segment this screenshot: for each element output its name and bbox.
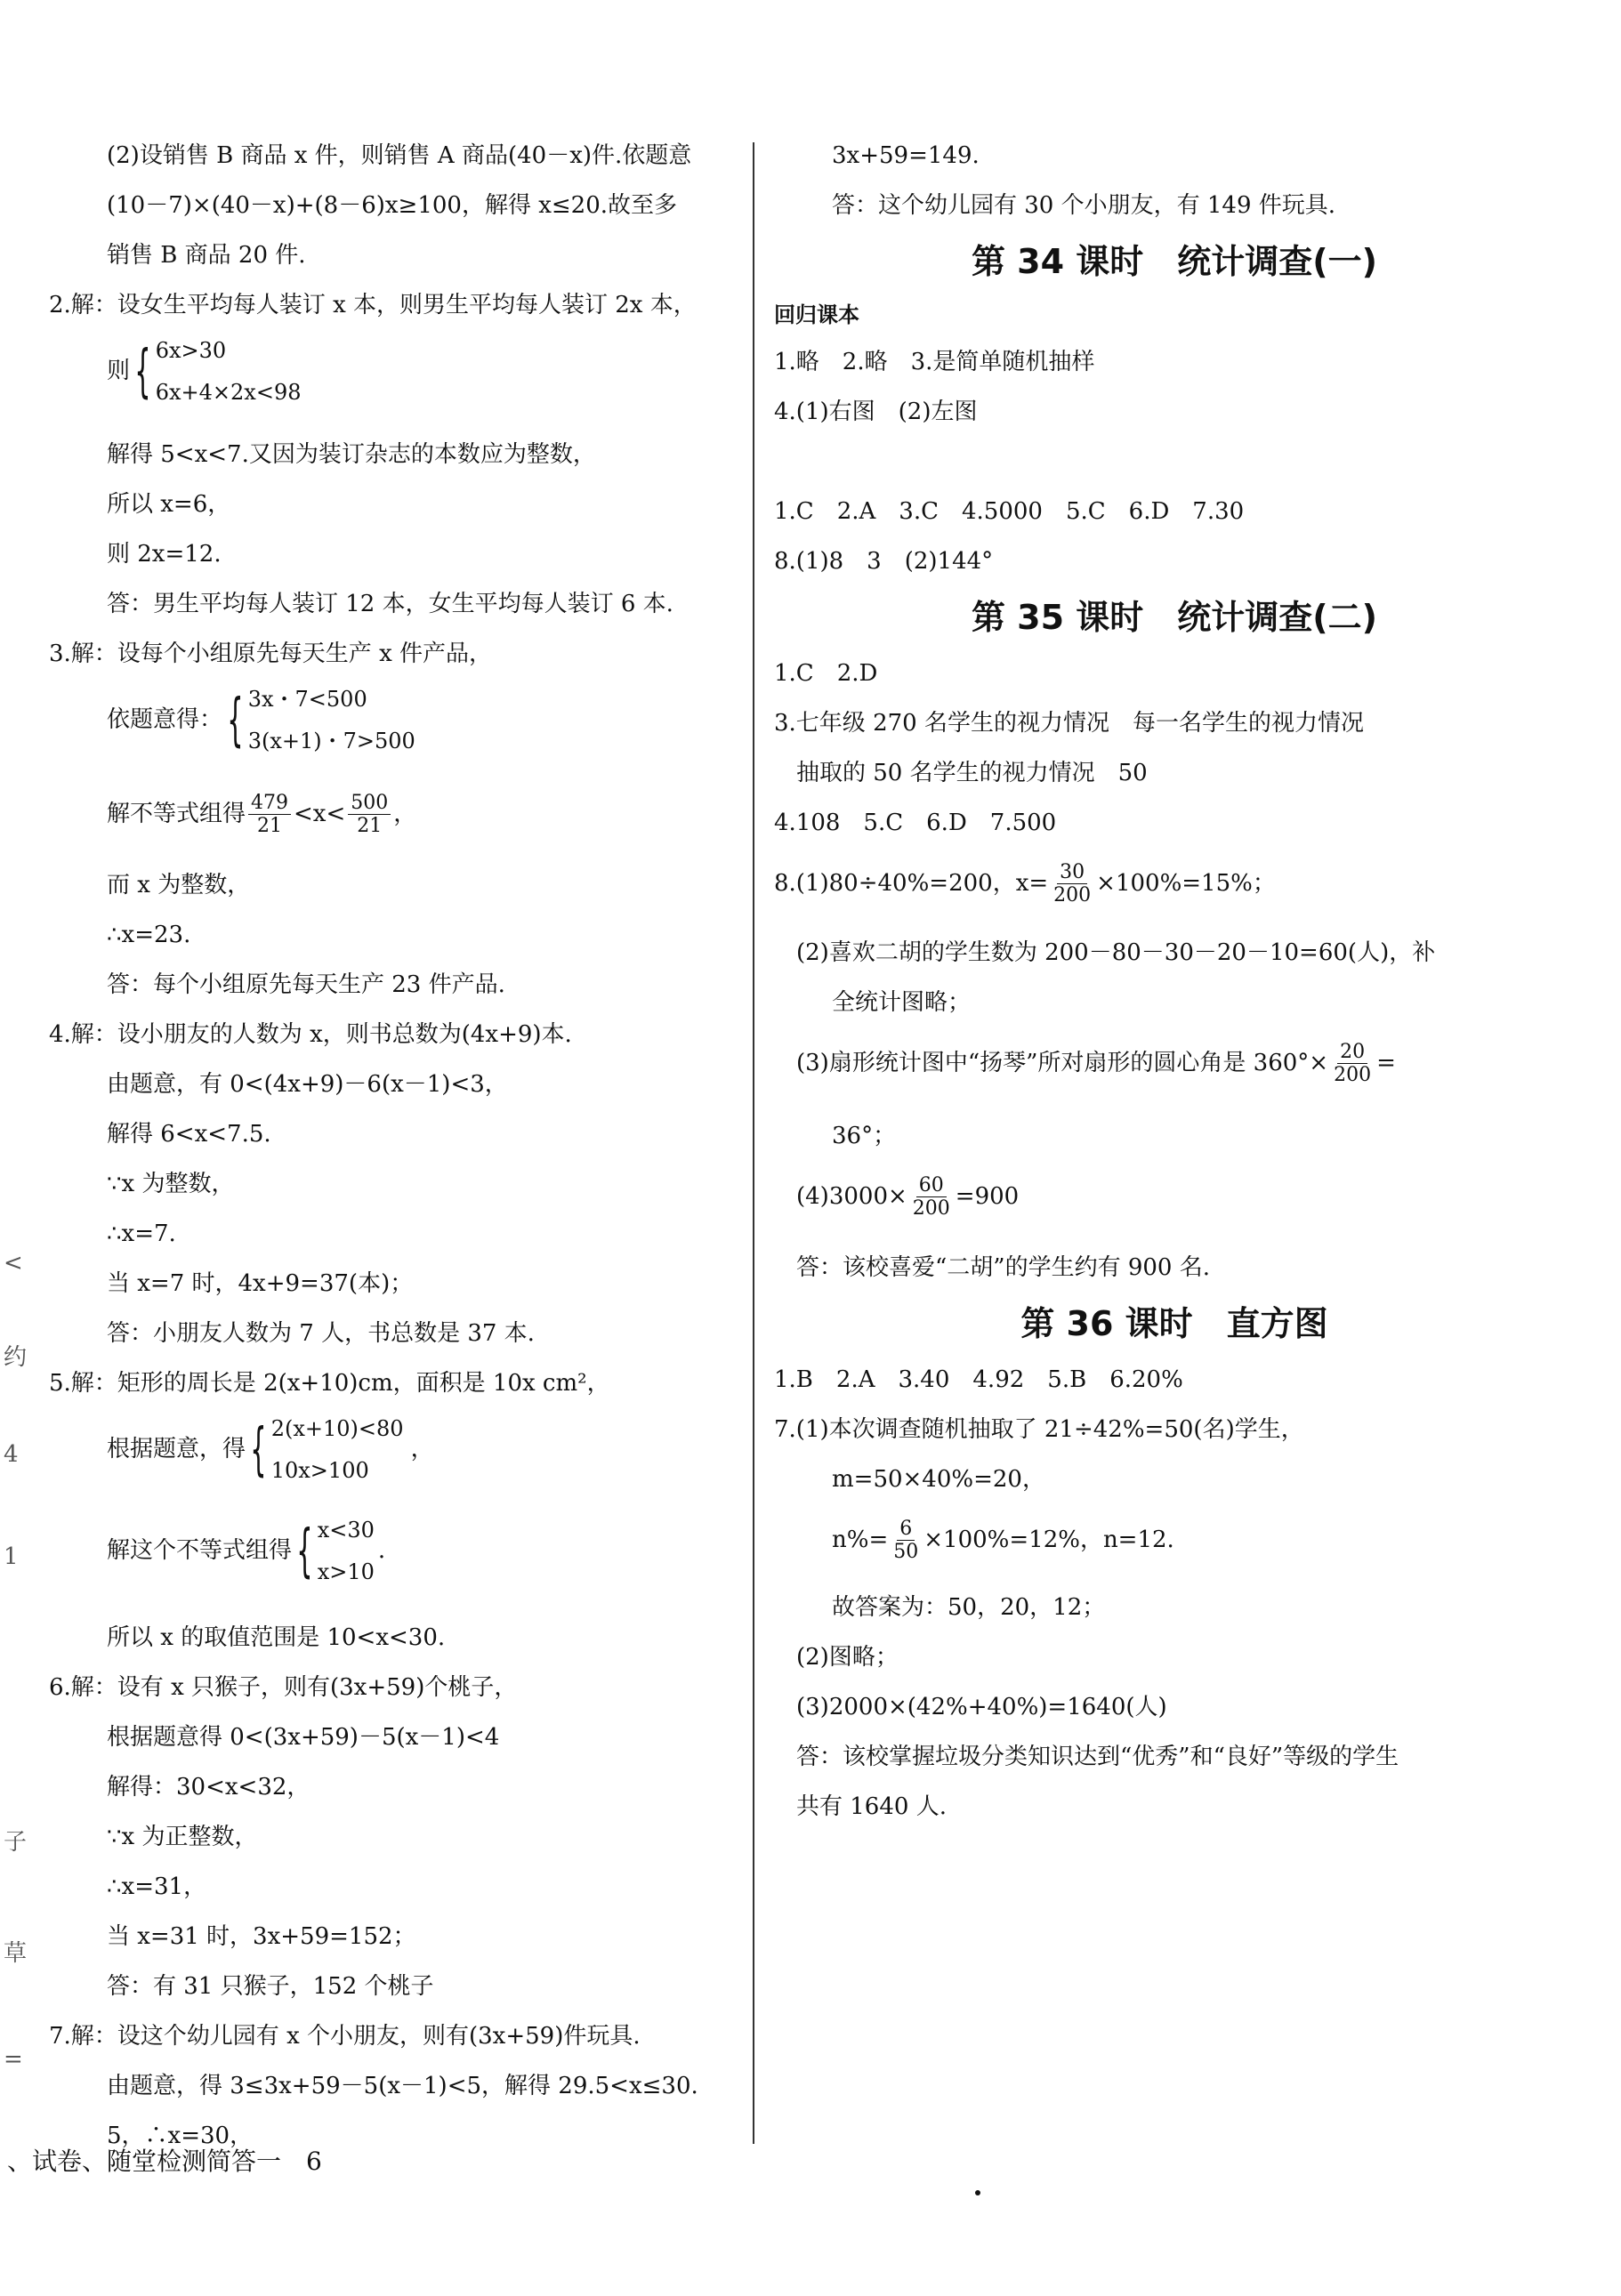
edge-mark: = xyxy=(4,2046,23,2073)
text-line: ∴x=31， xyxy=(107,1873,207,1900)
column-divider xyxy=(753,142,754,2144)
text-line: 1.略 2.略 3.是简单随机抽样 xyxy=(774,349,1095,375)
sys-suffix: ， xyxy=(410,1436,434,1463)
lesson-heading: 第 34 课时 统计调查(一) xyxy=(971,242,1378,281)
text-line: 6.解：设有 x 只猴子，则有(3x+59)个桃子， xyxy=(49,1674,518,1701)
inequality-system xyxy=(107,338,301,406)
fraction-denominator: 21 xyxy=(357,815,383,838)
sys-line: 10x>100 xyxy=(270,1457,369,1483)
sys-line: 3(x+1)・7>500 xyxy=(247,728,415,753)
fraction-numerator: 500 xyxy=(348,792,391,815)
fraction-denominator: 50 xyxy=(893,1541,919,1564)
text-line: 答：有 31 只猴子，152 个桃子 xyxy=(107,1973,434,2000)
edge-mark: 子 xyxy=(4,1829,28,1856)
text-line: 共有 1640 人. xyxy=(796,1793,947,1820)
section-subheading: 回归课本 xyxy=(774,302,859,327)
fraction-denominator: 200 xyxy=(1334,1064,1372,1087)
text-line: 由题意，得 3≤3x+59－5(x－1)<5，解得 29.5<x≤30. xyxy=(107,2073,698,2099)
text-line: 则 2x=12. xyxy=(107,541,222,568)
text-segment: ×100%=15%； xyxy=(1096,870,1276,898)
text-line: 答：这个幼儿园有 30 个小朋友，有 149 件玩具. xyxy=(832,192,1336,219)
text-line: 所以 x=6， xyxy=(107,491,231,518)
text-segment: n%= xyxy=(832,1527,889,1554)
inequality-system xyxy=(107,1416,434,1484)
text-line xyxy=(774,861,1276,907)
text-line: 1.C 2.A 3.C 4.5000 5.C 6.D 7.30 xyxy=(774,498,1245,525)
sys-line: 6x>30 xyxy=(155,338,227,363)
fraction xyxy=(248,792,291,838)
sys-prefix: 根据题意，得 xyxy=(107,1436,246,1463)
sys-line: x>10 xyxy=(317,1559,375,1584)
sys-prefix: 则 xyxy=(107,358,131,385)
text-line: 全统计图略； xyxy=(832,989,972,1016)
text-line: 5，∴x=30， xyxy=(107,2123,254,2149)
text-line: 5.解：矩形的周长是 2(x+10)cm，面积是 10x cm²， xyxy=(49,1370,610,1397)
text-line: 所以 x 的取值范围是 10<x<30. xyxy=(107,1624,446,1651)
text-line: 8.(1)8 3 (2)144° xyxy=(774,548,994,575)
text-line: 答：该校掌握垃圾分类知识达到“优秀”和“良好”等级的学生 xyxy=(796,1744,1399,1770)
lesson-heading: 第 35 课时 统计调查(二) xyxy=(971,598,1378,637)
sys-line: 2(x+10)<80 xyxy=(270,1416,404,1441)
text-segment: =900 xyxy=(955,1183,1020,1211)
text-line: (10－7)×(40－x)+(8－6)x≥100，解得 x≤20.故至多 xyxy=(107,192,678,219)
brace-icon: { xyxy=(250,1416,267,1483)
brace-icon: { xyxy=(134,338,151,405)
fraction-numerator: 479 xyxy=(248,792,291,815)
text-line: 2.解：设女生平均每人装订 x 本，则男生平均每人装订 2x 本， xyxy=(49,292,697,318)
fraction-numerator: 20 xyxy=(1337,1041,1367,1064)
text-line: 36°； xyxy=(832,1123,897,1149)
text-line: (2)喜欢二胡的学生数为 200－80－30－20－10=60(人)，补 xyxy=(796,939,1436,966)
text-segment: (4)3000× xyxy=(796,1183,907,1211)
sys-line: x<30 xyxy=(317,1518,375,1543)
text-segment: <x< xyxy=(294,801,346,828)
text-line: 解得 5<x<7.又因为装订杂志的本数应为整数， xyxy=(107,441,596,468)
fraction-denominator: 200 xyxy=(912,1197,950,1221)
fraction-denominator: 200 xyxy=(1053,884,1092,907)
text-line: 答：男生平均每人装订 12 本，女生平均每人装订 6 本. xyxy=(107,591,673,617)
text-segment: = xyxy=(1376,1050,1396,1077)
page-footer: 、试卷、随堂检测简答一 6 xyxy=(7,2147,322,2176)
fraction xyxy=(348,792,391,838)
text-line: 解得：30<x<32， xyxy=(107,1774,310,1801)
text-line: 而 x 为整数， xyxy=(107,872,251,898)
text-line: 当 x=7 时，4x+9=37(本)； xyxy=(107,1270,414,1297)
text-line: 解得 6<x<7.5. xyxy=(107,1121,271,1148)
text-line: 3.七年级 270 名学生的视力情况 每一名学生的视力情况 xyxy=(774,710,1364,737)
text-line: 故答案为：50，20，12； xyxy=(832,1594,1106,1621)
edge-mark: < xyxy=(4,1250,23,1277)
text-line: 1.B 2.A 3.40 4.92 5.B 6.20% xyxy=(774,1366,1183,1393)
text-line: 3.解：设每个小组原先每天生产 x 件产品， xyxy=(49,640,492,667)
text-line: ∴x=23. xyxy=(107,922,191,948)
text-line xyxy=(107,792,416,838)
text-line: 答：该校喜爱“二胡”的学生约有 900 名. xyxy=(796,1254,1211,1281)
text-line: 4.(1)右图 (2)左图 xyxy=(774,399,978,425)
text-line: 4.108 5.C 6.D 7.500 xyxy=(774,810,1057,836)
text-line: (2)图略； xyxy=(796,1644,899,1671)
edge-mark: 草 xyxy=(4,1940,28,1967)
text-line xyxy=(796,1041,1396,1087)
lesson-heading: 第 36 课时 直方图 xyxy=(1020,1304,1328,1343)
text-line: 3x+59=149. xyxy=(832,142,980,169)
sys-prefix: 依题意得： xyxy=(107,706,223,734)
brace-icon: { xyxy=(227,687,244,753)
text-line: 当 x=31 时，3x+59=152； xyxy=(107,1923,416,1950)
edge-mark: 约 xyxy=(4,1344,28,1371)
text-line: 根据题意得 0<(3x+59)－5(x－1)<4 xyxy=(107,1724,500,1751)
fraction xyxy=(1331,1041,1374,1087)
inequality-system xyxy=(107,1518,385,1585)
text-line: 7.(1)本次调查随机抽取了 21÷42%=50(名)学生， xyxy=(774,1416,1304,1443)
brace-icon: { xyxy=(296,1518,313,1584)
text-line: 答：小朋友人数为 7 人，书总数是 37 本. xyxy=(107,1320,535,1347)
sys-line: 6x+4×2x<98 xyxy=(155,379,302,405)
sys-prefix: 解这个不等式组得 xyxy=(107,1537,293,1565)
text-line: ∵x 为整数， xyxy=(107,1171,235,1197)
text-segment: ×100%=12%，n=12. xyxy=(923,1527,1174,1554)
text-line: ∴x=7. xyxy=(107,1221,176,1247)
text-line xyxy=(832,1518,1174,1564)
text-line xyxy=(796,1174,1019,1221)
fraction-numerator: 60 xyxy=(916,1174,947,1197)
fraction xyxy=(891,1518,921,1564)
text-segment: (3)扇形统计图中“扬琴”所对扇形的圆心角是 360°× xyxy=(796,1050,1329,1077)
text-segment: ， xyxy=(393,801,417,828)
fraction xyxy=(910,1174,953,1221)
text-line: 7.解：设这个幼儿园有 x 个小朋友，则有(3x+59)件玩具. xyxy=(49,2023,641,2050)
fraction-numerator: 6 xyxy=(897,1518,915,1541)
text-segment: 解不等式组得 xyxy=(107,801,246,828)
fraction-denominator: 21 xyxy=(257,815,283,838)
text-line: (2)设销售 B 商品 x 件，则销售 A 商品(40－x)件.依题意 xyxy=(107,142,692,169)
text-line: 销售 B 商品 20 件. xyxy=(107,242,306,269)
edge-mark: 4 xyxy=(4,1441,19,1468)
sys-line: 3x・7<500 xyxy=(247,687,367,712)
fraction xyxy=(1051,861,1093,907)
text-line: ∵x 为正整数， xyxy=(107,1824,258,1850)
page-dot xyxy=(975,2190,980,2195)
text-line: 4.解：设小朋友的人数为 x，则书总数为(4x+9)本. xyxy=(49,1021,572,1048)
text-line: 抽取的 50 名学生的视力情况 50 xyxy=(796,760,1148,786)
inequality-system xyxy=(107,687,415,754)
fraction-numerator: 30 xyxy=(1057,861,1087,884)
edge-mark: 1 xyxy=(4,1543,19,1570)
page-edge-fragments xyxy=(0,142,28,2171)
text-line: m=50×40%=20， xyxy=(832,1466,1045,1493)
text-line: 1.C 2.D xyxy=(774,660,878,687)
text-segment: 8.(1)80÷40%=200，x= xyxy=(774,870,1049,898)
sys-suffix: . xyxy=(377,1537,386,1565)
text-line: (3)2000×(42%+40%)=1640(人) xyxy=(796,1694,1167,1720)
text-line: 答：每个小组原先每天生产 23 件产品. xyxy=(107,971,505,998)
text-line: 由题意，有 0<(4x+9)－6(x－1)<3， xyxy=(107,1071,508,1098)
